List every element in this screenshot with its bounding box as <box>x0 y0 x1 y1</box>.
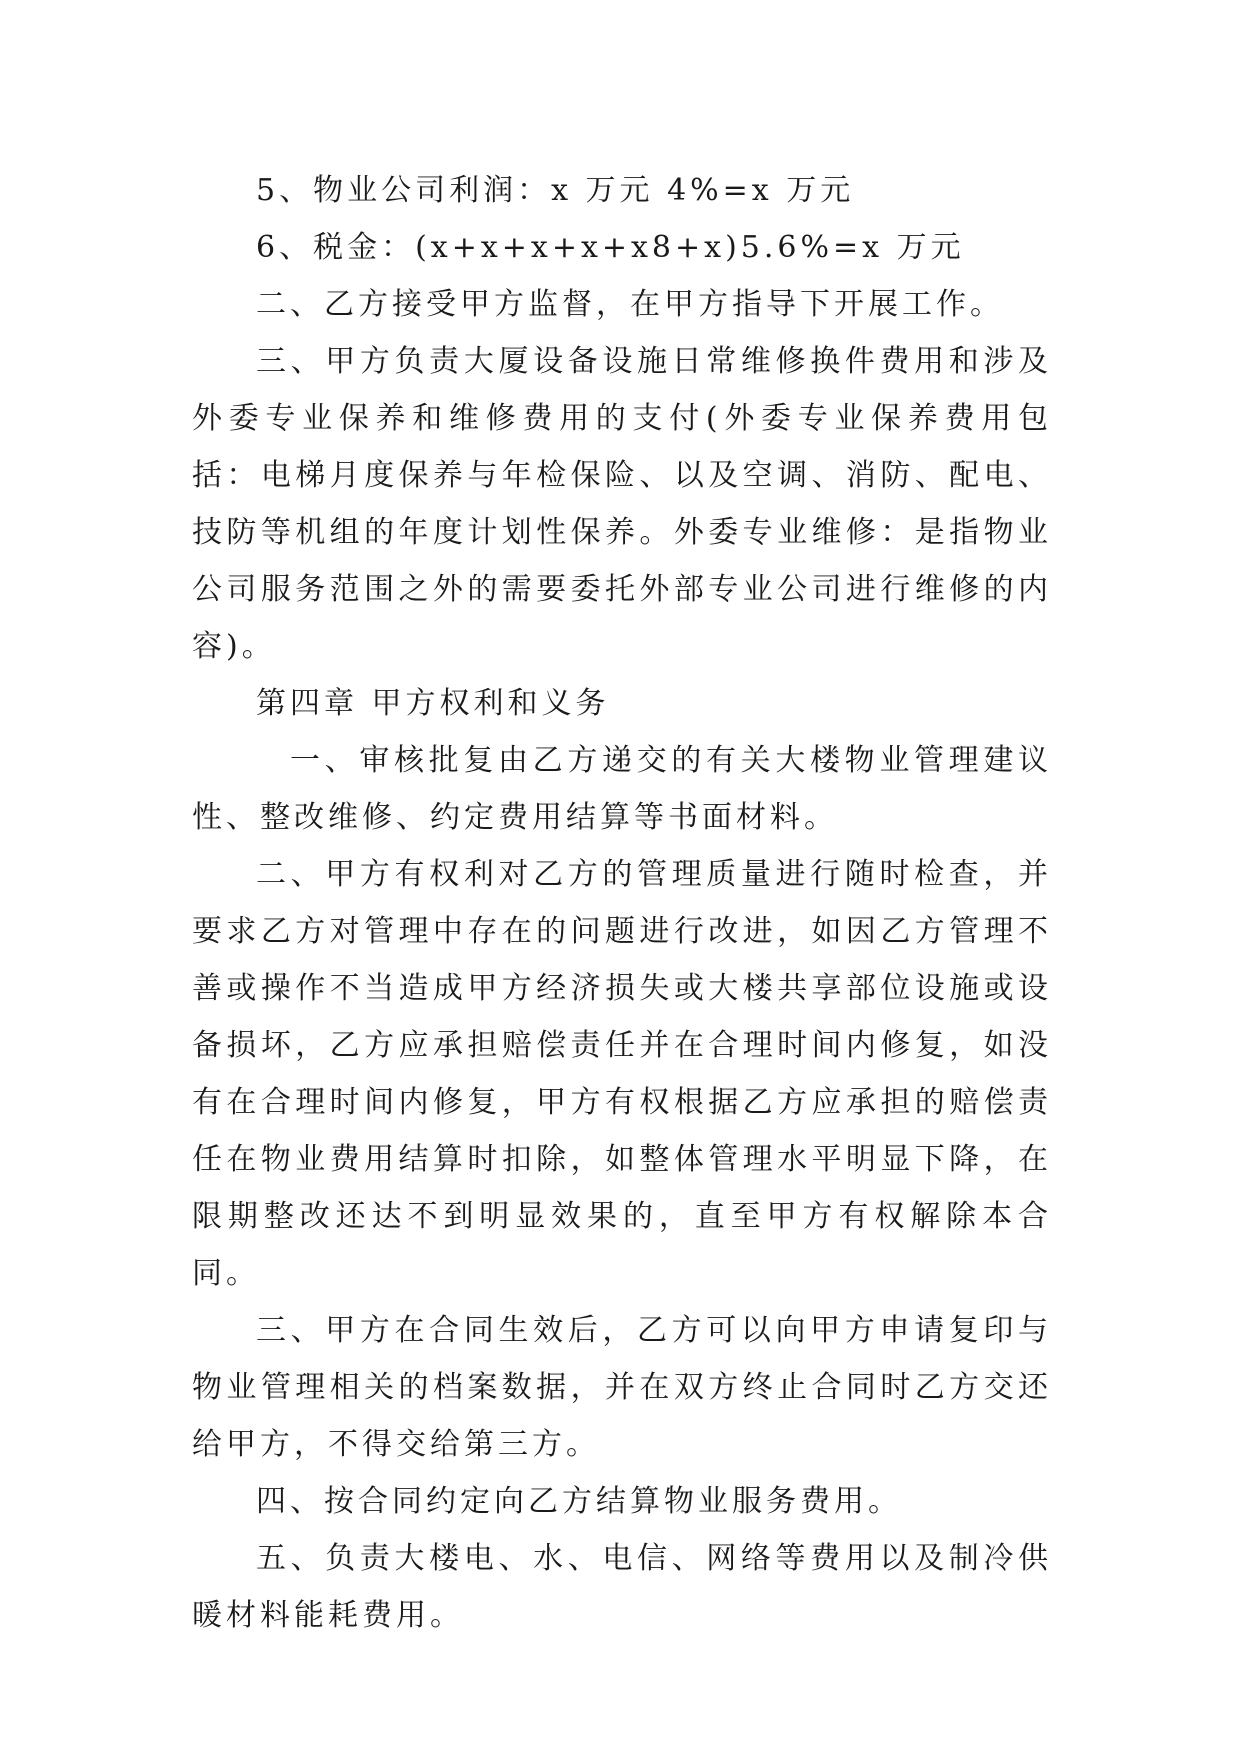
paragraph-profit: 5、物业公司利润：x 万元 4%=x 万元 <box>256 173 855 208</box>
paragraph-review-approval: 一、审核批复由乙方递交的有关大楼物业管理建议性、整改维修、约定费用结算等书面材料。 <box>192 743 1052 835</box>
chapter-heading: 第四章 甲方权利和义务 <box>256 686 610 721</box>
paragraph-maintenance-costs: 三、甲方负责大厦设备设施日常维修换件费用和涉及外委专业保养和维修费用的支付(外委专业保养费用包括：电梯月度保养与年检保险、以及空调、消防、配电、技防等机组的年度计划性保养。外委专业维修：是指物业公司服务范围之外的需要委托外部专业公司进行维修的内容)。 <box>192 344 1052 664</box>
paragraph-inspection-rights: 二、甲方有权利对乙方的管理质量进行随时检查，并要求乙方对管理中存在的问题进行改进，如因乙方管理不善或操作不当造成甲方经济损失或大楼共享部位设施或设备损坏，乙方应承担赔偿责任并在合理时间内修复，如没有在合理时间内修复，甲方有权根据乙方应承担的赔偿责任在物业费用结算时扣除，如整体管理水平明显下降，在限期整改还达不到明显效果的，直至甲方有权解除本合同。 <box>192 857 1052 1291</box>
paragraph-utility-costs: 五、负责大楼电、水、电信、网络等费用以及制冷供暖材料能耗费用。 <box>192 1541 1052 1633</box>
paragraph-tax: 6、税金：(x+x+x+x+x8+x)5.6%=x 万元 <box>256 230 965 265</box>
paragraph-settlement: 四、按合同约定向乙方结算物业服务费用。 <box>256 1484 902 1519</box>
paragraph-supervision: 二、乙方接受甲方监督，在甲方指导下开展工作。 <box>256 287 1004 322</box>
paragraph-archive-copy: 三、甲方在合同生效后，乙方可以向甲方申请复印与物业管理相关的档案数据，并在双方终止合同时乙方交还给甲方，不得交给第三方。 <box>192 1313 1052 1462</box>
document-body <box>192 162 1052 1644</box>
